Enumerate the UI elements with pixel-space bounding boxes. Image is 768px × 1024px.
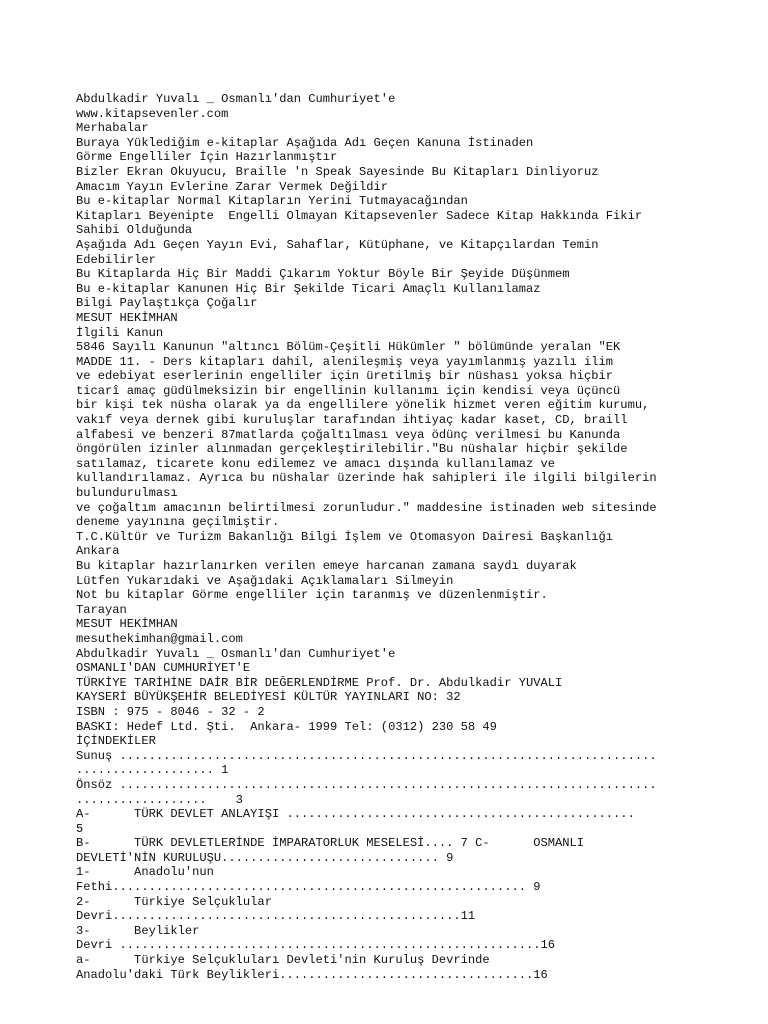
text-line: 5	[76, 821, 84, 836]
text-line: 3- Beylikler	[76, 923, 200, 938]
text-line: T.C.Kültür ve Turizm Bakanlığı Bilgi İşlem ve Otomasyon Dairesi Başkanlığı	[76, 529, 614, 544]
text-line: Devri................................................11	[76, 909, 476, 924]
text-line: MADDE 11. - Ders kitapları dahil, alenileşmiş veya yayımlanmış yazılı ilim	[76, 354, 614, 369]
text-line: Not bu kitaplar Görme engelliler için taranmış ve düzenlenmiştir.	[76, 588, 548, 603]
text-line: mesuthekimhan@gmail.com	[76, 631, 243, 646]
text-line: İlgili Kanun	[76, 325, 164, 340]
text-line: Edebilirler	[76, 252, 156, 267]
text-line: MESUT HEKİMHAN	[76, 617, 178, 632]
text-line: TÜRKİYE TARİHİNE DAİR BİR DEĞERLENDİRME Prof. Dr. Abdulkadir YUVALI	[76, 675, 563, 690]
text-line: Kitapları Beyenipte Engelli Olmayan Kitapsevenler Sadece Kitap Hakkında Fikir	[76, 208, 643, 223]
text-line: Fethi......................................................... 9	[76, 880, 541, 895]
text-line: Devri ..........................................................16	[76, 938, 555, 953]
text-line: ................... 1	[76, 763, 229, 778]
text-line: .................. 3	[76, 792, 243, 807]
text-line: KAYSERİ BÜYÜKŞEHİR BELEDİYESİ KÜLTÜR YAYINLARI NO: 32	[76, 690, 461, 705]
text-line: vakıf veya dernek gibi kuruluşlar tarafından ihtiyaç kadar kaset, CD, braill	[76, 413, 628, 428]
text-line: deneme yayınına geçilmiştir.	[76, 515, 280, 530]
text-line: OSMANLI'DAN CUMHURİYET'E	[76, 661, 251, 676]
text-line: öngörülen izinler alınmadan gerçekleştirilebilir."Bu nüshalar hiçbir şekilde	[76, 442, 628, 457]
text-line: Buraya Yüklediğim e-kitaplar Aşağıda Adı Geçen Kanuna İstinaden	[76, 135, 534, 150]
text-line: bir kişi tek nüsha olarak ya da engellilere yönelik hizmet veren eğitim kurumu,	[76, 398, 650, 413]
text-line: 1- Anadolu'nun	[76, 865, 214, 880]
text-line: Aşağıda Adı Geçen Yayın Evi, Sahaflar, Kütüphane, ve Kitapçılardan Temin	[76, 237, 599, 252]
text-line: Önsöz ..........................................................................	[76, 777, 657, 792]
text-line: satılamaz, ticarete konu edilemez ve amacı dışında kullanılamaz ve	[76, 456, 555, 471]
text-line: Amacım Yayın Evlerine Zarar Vermek Değildir	[76, 179, 389, 194]
text-line: DEVLETİ'NİN KURULUŞU.............................. 9	[76, 850, 454, 865]
text-line: Görme Engelliler İçin Hazırlanmıştır	[76, 150, 338, 165]
text-line: BASKI: Hedef Ltd. Şti. Ankara- 1999 Tel: (0312) 230 58 49	[76, 719, 497, 734]
document-text	[76, 92, 706, 982]
text-line: Bu Kitaplarda Hiç Bir Maddi Çıkarım Yoktur Böyle Bir Şeyide Düşünmem	[76, 267, 570, 282]
text-line: Sahibi Olduğunda	[76, 223, 193, 238]
text-line: B- TÜRK DEVLETLERİNDE İMPARATORLUK MESELESİ.... 7 C- OSMANLI	[76, 836, 585, 851]
text-line: Abdulkadir Yuvalı _ Osmanlı'dan Cumhuriyet'e	[76, 646, 396, 661]
text-line: alfabesi ve benzeri 87matlarda çoğaltılması veya ödünç verilmesi bu Kanunda	[76, 427, 621, 442]
text-line: Bizler Ekran Okuyucu, Braille 'n Speak Sayesinde Bu Kitapları Dinliyoruz	[76, 164, 599, 179]
text-line: Bu e-kitaplar Kanunen Hiç Bir Şekilde Ticari Amaçlı Kullanılamaz	[76, 281, 541, 296]
text-line: Ankara	[76, 544, 120, 559]
text-line: a- Türkiye Selçukluları Devleti'nin Kuruluş Devrinde	[76, 953, 490, 968]
text-line: Bu e-kitaplar Normal Kitapların Yerini Tutmayacağından	[76, 194, 468, 209]
text-line: bulundurulması	[76, 486, 178, 501]
text-line: Abdulkadir Yuvalı _ Osmanlı'dan Cumhuriyet'e	[76, 92, 396, 106]
text-line: Tarayan	[76, 602, 127, 617]
text-line: ticarî amaç güdülmeksizin bir engellinin kullanımı için kendisi veya üçüncü	[76, 383, 621, 398]
text-line: İÇİNDEKİLER	[76, 734, 156, 749]
text-line: ve edebiyat eserlerinin engelliler için üretilmiş bir nüshası yoksa hiçbir	[76, 369, 614, 384]
text-line: A- TÜRK DEVLET ANLAYIŞI ................................................	[76, 807, 635, 822]
text-line: Sunuş ..........................................................................	[76, 748, 657, 763]
text-line: kullandırılamaz. Ayrıca bu nüshalar üzerinde hak sahipleri ile ilgili bilgilerin	[76, 471, 657, 486]
text-line: Merhabalar	[76, 121, 149, 136]
text-line: ISBN : 975 - 8046 - 32 - 2	[76, 704, 265, 719]
text-line: Bilgi Paylaştıkça Çoğalır	[76, 296, 258, 311]
text-line: 5846 Sayılı Kanunun "altıncı Bölüm-Çeşitli Hükümler " bölümünde yeralan "EK	[76, 340, 621, 355]
text-line: ve çoğaltım amacının belirtilmesi zorunludur." maddesine istinaden web sitesinde	[76, 500, 657, 515]
text-line: MESUT HEKİMHAN	[76, 310, 178, 325]
text-line: Bu kitaplar hazırlanırken verilen emeye harcanan zamana saydı duyarak	[76, 559, 577, 573]
text-line: Anadolu'daki Türk Beylikleri...................................16	[76, 967, 548, 982]
text-line: Lütfen Yukarıdaki ve Aşağıdaki Açıklamaları Silmeyin	[76, 573, 454, 588]
text-line: www.kitapsevenler.com	[76, 106, 229, 121]
text-line: 2- Türkiye Selçuklular	[76, 894, 272, 909]
